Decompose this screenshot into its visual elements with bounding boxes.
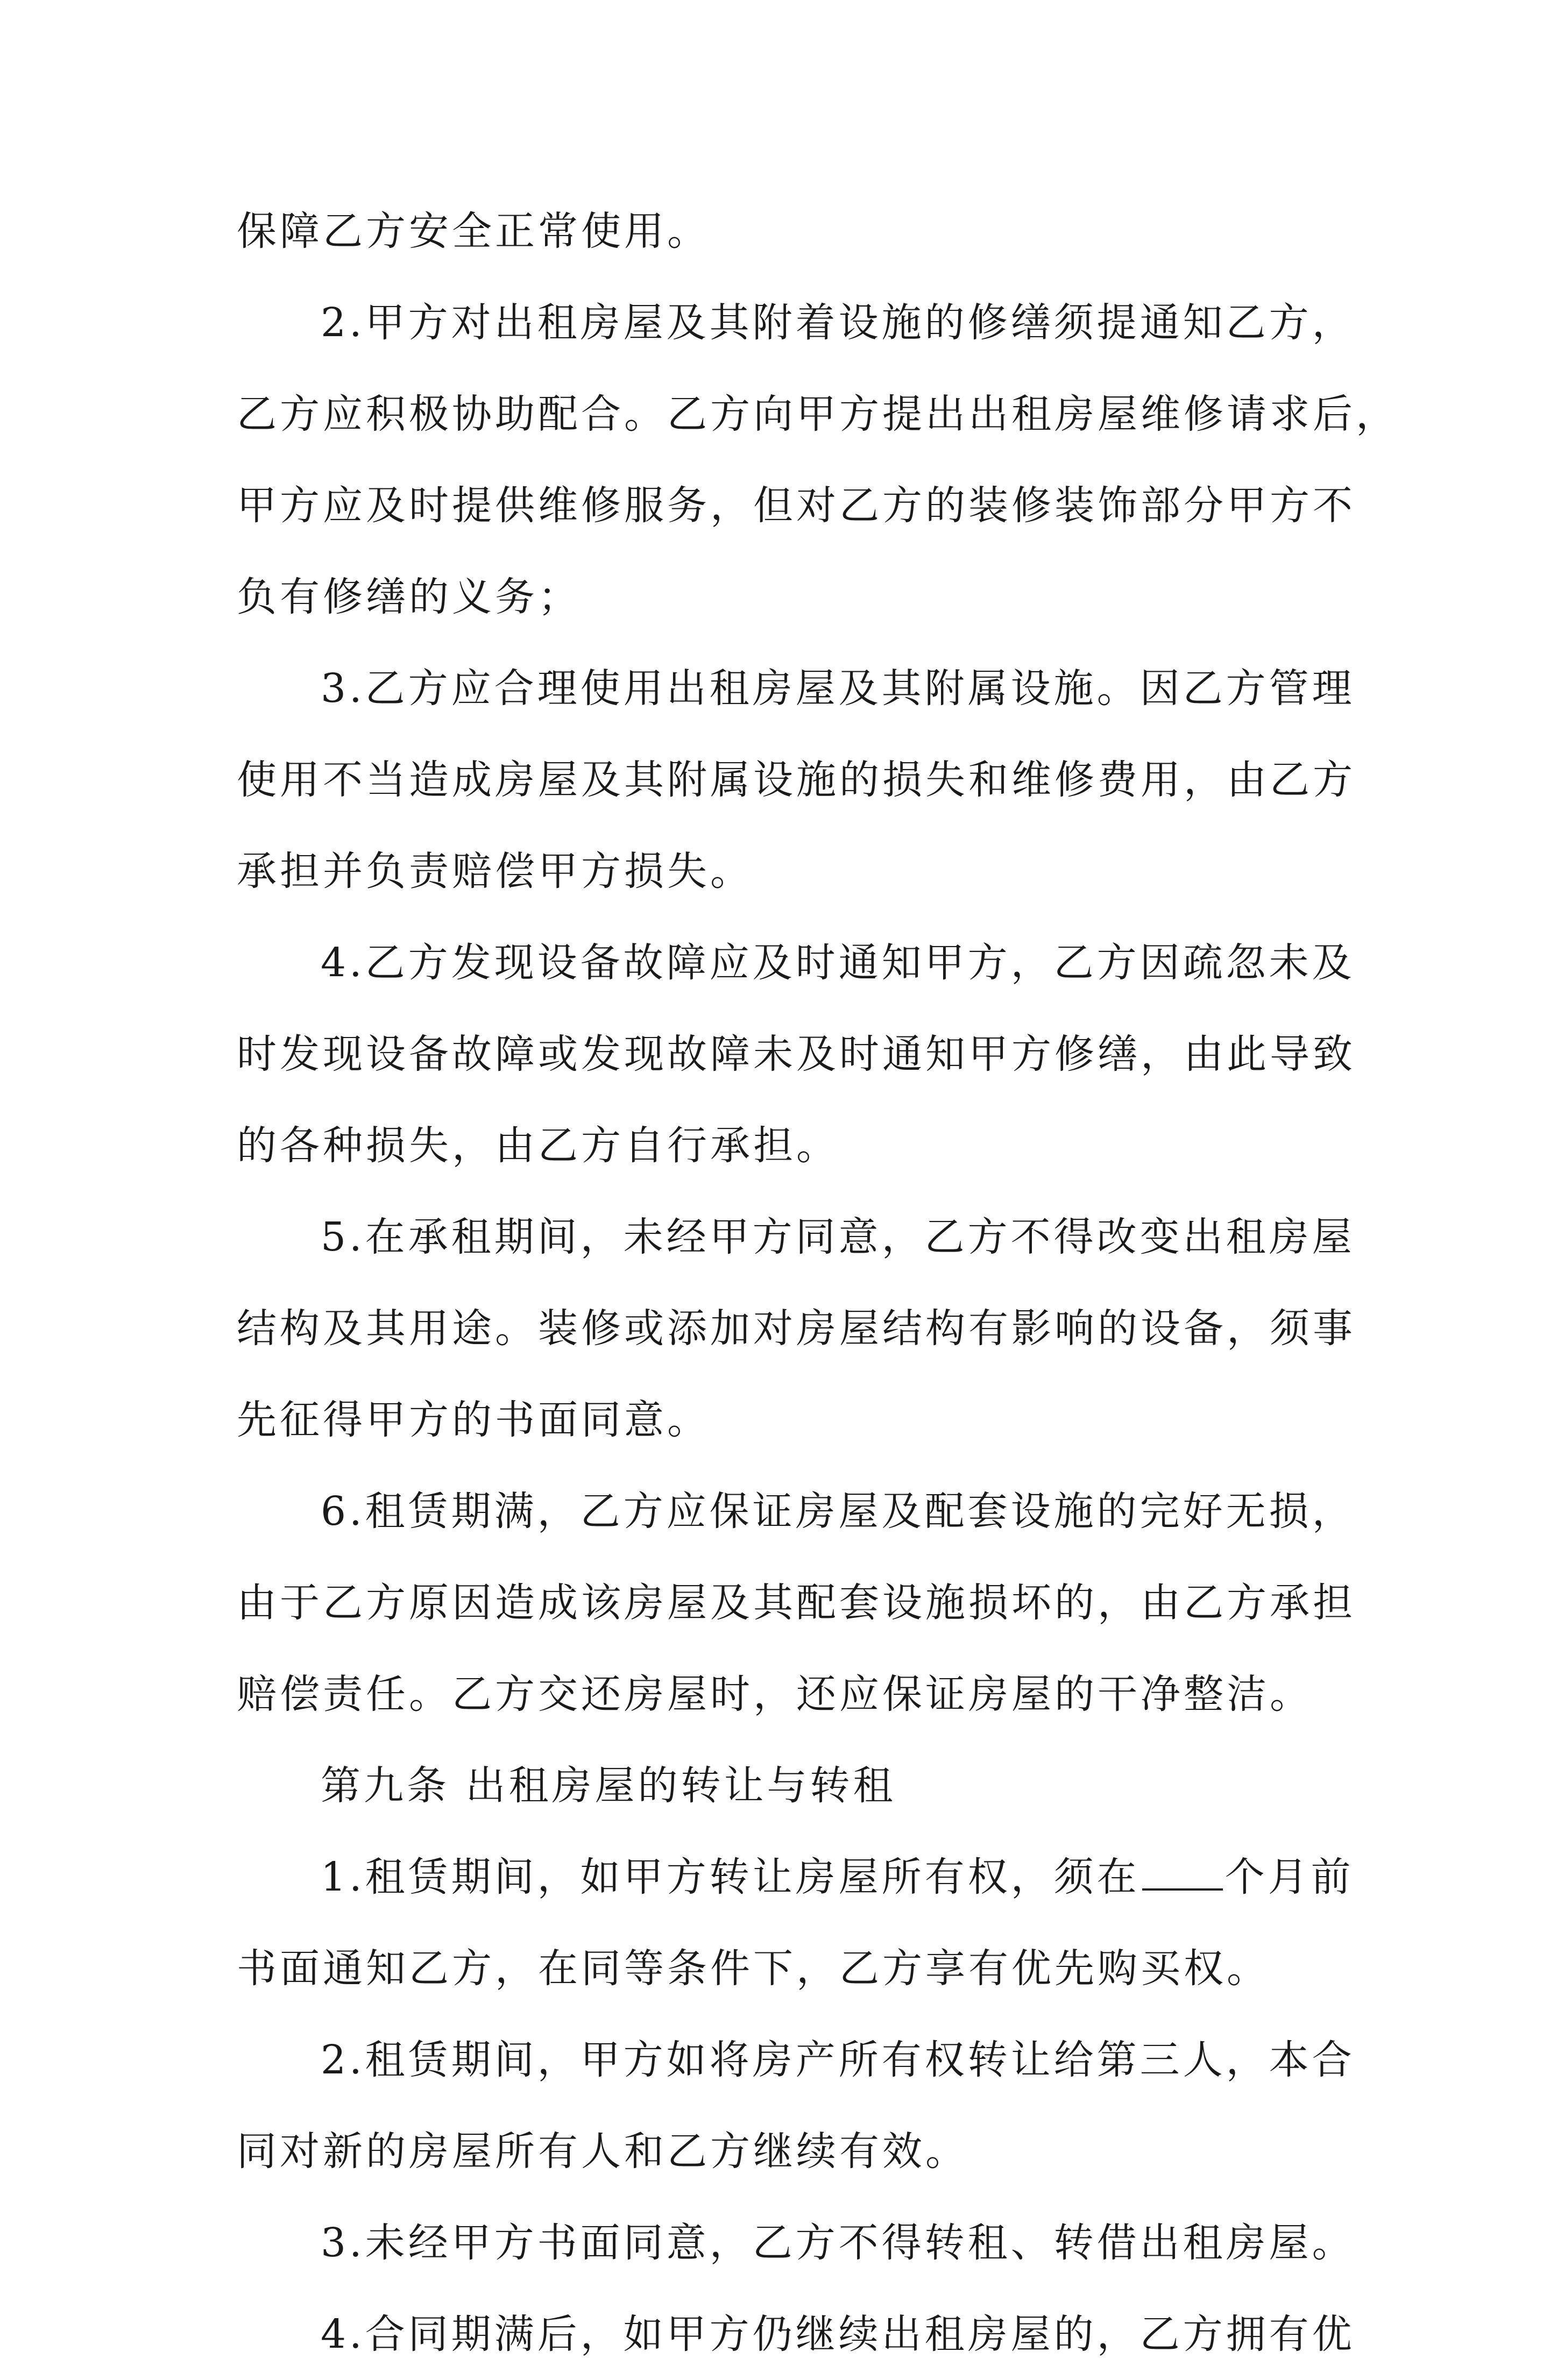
text-line: 赔偿责任。乙方交还房屋时，还应保证房屋的干净整洁。 — [237, 1671, 1313, 1717]
text-line: 6.租赁期满，乙方应保证房屋及配套设施的完好无损， — [321, 1488, 1355, 1534]
text-line: 承担并负责赔偿甲方损失。 — [237, 848, 753, 894]
text-line: 结构及其用途。装修或添加对房屋结构有影响的设备，须事 — [237, 1305, 1356, 1352]
text-line: 同对新的房屋所有人和乙方继续有效。 — [237, 2128, 968, 2175]
text-line: 4.乙方发现设备故障应及时通知甲方，乙方因疏忽未及 — [321, 940, 1355, 986]
text-line: 甲方应及时提供维修服务，但对乙方的装修装饰部分甲方不 — [237, 482, 1356, 529]
text-segment: 个月前 — [1225, 1854, 1354, 1900]
text-line: 的各种损失，由乙方自行承担。 — [237, 1122, 839, 1169]
text-line: 书面通知乙方，在同等条件下，乙方享有优先购买权。 — [237, 1945, 1270, 1992]
text-line: 保障乙方安全正常使用。 — [237, 208, 710, 254]
document-body — [237, 186, 1399, 2380]
text-line: 3.乙方应合理使用出租房屋及其附属设施。因乙方管理 — [321, 665, 1355, 712]
section-heading: 第九条 出租房屋的转让与转租 — [321, 1763, 896, 1809]
text-line: 使用不当造成房屋及其附属设施的损失和维修费用，由乙方 — [237, 757, 1356, 803]
text-segment: 1.租赁期间，如甲方转让房屋所有权，须在 — [321, 1854, 1140, 1900]
text-line: 由于乙方原因造成该房屋及其配套设施损坏的，由乙方承担 — [237, 1580, 1356, 1626]
fill-in-blank — [1142, 1853, 1223, 1891]
text-line: 2.租赁期间，甲方如将房产所有权转让给第三人，本合 — [321, 2037, 1355, 2083]
text-line: 乙方应积极协助配合。乙方向甲方提出出租房屋维修请求后， — [237, 391, 1399, 437]
text-line: 4.合同期满后，如甲方仍继续出租房屋的，乙方拥有优 — [321, 2311, 1355, 2357]
text-line: 2.甲方对出租房屋及其附着设施的修缮须提通知乙方， — [321, 300, 1355, 346]
text-line: 时发现设备故障或发现故障未及时通知甲方修缮，由此导致 — [237, 1031, 1356, 1077]
text-line: 3.未经甲方书面同意，乙方不得转租、转借出租房屋。 — [321, 2220, 1355, 2266]
text-line: 先征得甲方的书面同意。 — [237, 1397, 710, 1443]
text-line-with-blank — [237, 1831, 1354, 1923]
text-line: 负有修缮的义务； — [237, 574, 581, 620]
text-line: 5.在承租期间，未经甲方同意，乙方不得改变出租房屋 — [321, 1214, 1355, 1260]
